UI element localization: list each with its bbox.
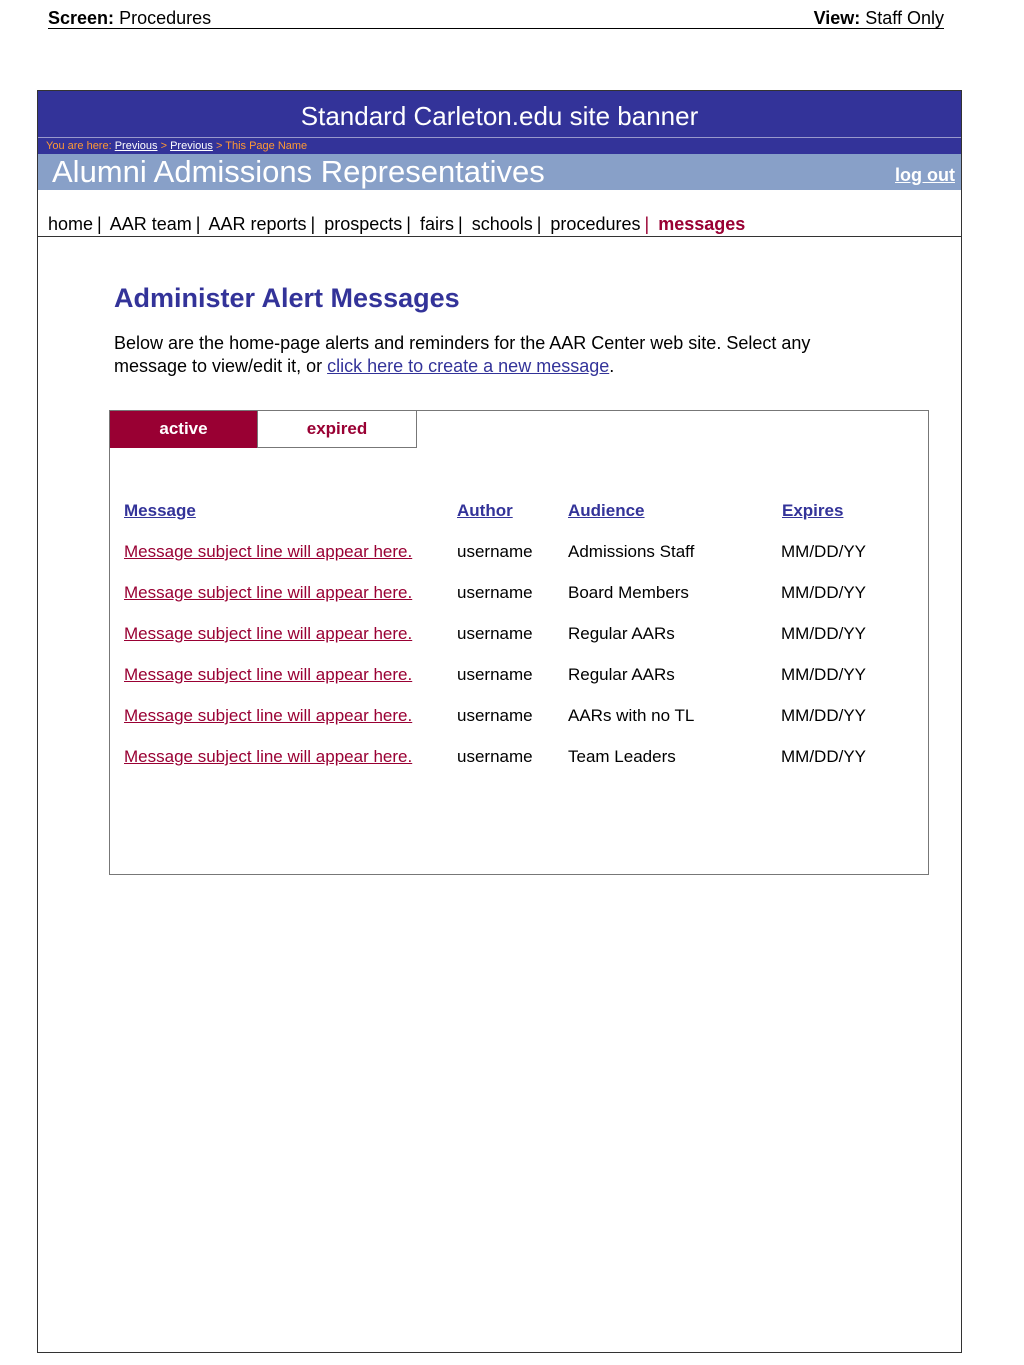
nav-separator: | <box>310 214 316 234</box>
nav-separator: | <box>536 214 542 234</box>
breadcrumb-prefix: You are here: <box>46 140 112 152</box>
intro-paragraph <box>114 332 874 378</box>
nav-separator: | <box>644 214 650 234</box>
message-author: username <box>457 747 533 766</box>
message-expires: MM/DD/YY <box>781 706 866 725</box>
intro-text: Below are the home-page alerts and reminders for the AAR Center web site. Select any message to view/edit it, or <box>114 333 811 376</box>
nav-separator: | <box>457 214 463 234</box>
message-audience: Regular AARs <box>568 624 675 643</box>
column-header-audience[interactable]: Audience <box>568 501 645 520</box>
message-author: username <box>457 706 533 725</box>
table-row <box>110 706 928 730</box>
screen-value: Procedures <box>119 8 212 28</box>
message-audience: Board Members <box>568 583 689 602</box>
page-title: Administer Alert Messages <box>114 283 460 313</box>
nav-item-aar-reports[interactable]: AAR reports <box>208 214 307 234</box>
screen-header <box>48 8 944 29</box>
breadcrumb-current: This Page Name <box>225 140 308 152</box>
table-row <box>110 665 928 689</box>
breadcrumb-link-1[interactable]: Previous <box>114 140 158 152</box>
message-subject-link[interactable]: Message subject line will appear here. <box>124 583 413 602</box>
message-author: username <box>457 665 533 684</box>
nav-separator: | <box>195 214 201 234</box>
nav-item-fairs[interactable]: fairs <box>419 214 454 234</box>
message-author: username <box>457 583 533 602</box>
view-value: Staff Only <box>865 8 944 28</box>
app-title-bar <box>38 154 961 190</box>
nav-item-aar-team[interactable]: AAR team <box>109 214 192 234</box>
tab-expired[interactable]: expired <box>257 411 417 448</box>
nav-item-procedures[interactable]: procedures <box>550 214 641 234</box>
nav-item-home[interactable]: home <box>48 214 94 234</box>
column-header-author[interactable]: Author <box>457 501 513 520</box>
message-expires: MM/DD/YY <box>781 542 866 561</box>
main-nav <box>38 190 961 237</box>
message-author: username <box>457 542 533 561</box>
app-title: Alumni Admissions Representatives <box>52 154 545 189</box>
message-audience: Regular AARs <box>568 665 675 684</box>
message-expires: MM/DD/YY <box>781 747 866 766</box>
logout-link[interactable]: log out <box>895 165 955 185</box>
table-row <box>110 747 928 771</box>
site-banner: Standard Carleton.edu site banner <box>38 91 961 138</box>
breadcrumb-separator: > <box>160 140 168 152</box>
nav-separator: | <box>406 214 411 234</box>
breadcrumb <box>38 138 961 154</box>
message-author: username <box>457 624 533 643</box>
message-subject-link[interactable]: Message subject line will appear here. <box>124 665 413 684</box>
message-subject-link[interactable]: Message subject line will appear here. <box>124 747 413 766</box>
breadcrumb-separator: > <box>215 140 223 152</box>
view-label-group <box>814 8 944 28</box>
view-label: View: <box>813 8 861 28</box>
messages-panel <box>109 410 929 875</box>
table-row <box>110 624 928 648</box>
tab-active[interactable]: active <box>110 411 257 448</box>
message-expires: MM/DD/YY <box>781 665 866 684</box>
nav-item-schools[interactable]: schools <box>471 214 533 234</box>
nav-item-messages[interactable]: messages <box>658 214 746 234</box>
screen-label: Screen: <box>48 8 115 28</box>
message-subject-link[interactable]: Message subject line will appear here. <box>124 706 413 725</box>
column-header-expires[interactable]: Expires <box>782 501 844 520</box>
create-message-link[interactable]: click here to create a new message <box>327 356 610 376</box>
nav-separator: | <box>97 214 102 234</box>
column-header-message[interactable]: Message <box>124 501 196 520</box>
table-row <box>110 542 928 566</box>
breadcrumb-link-2[interactable]: Previous <box>170 140 213 152</box>
nav-item-prospects[interactable]: prospects <box>324 214 403 234</box>
message-expires: MM/DD/YY <box>781 583 866 602</box>
message-subject-link[interactable]: Message subject line will appear here. <box>124 542 413 561</box>
message-audience: Admissions Staff <box>568 542 695 561</box>
intro-end: . <box>609 356 615 376</box>
screen-label-group <box>48 8 211 28</box>
message-audience: Team Leaders <box>568 747 676 766</box>
message-subject-link[interactable]: Message subject line will appear here. <box>124 624 413 643</box>
table-row <box>110 583 928 607</box>
message-expires: MM/DD/YY <box>781 624 866 643</box>
message-audience: AARs with no TL <box>568 706 695 725</box>
